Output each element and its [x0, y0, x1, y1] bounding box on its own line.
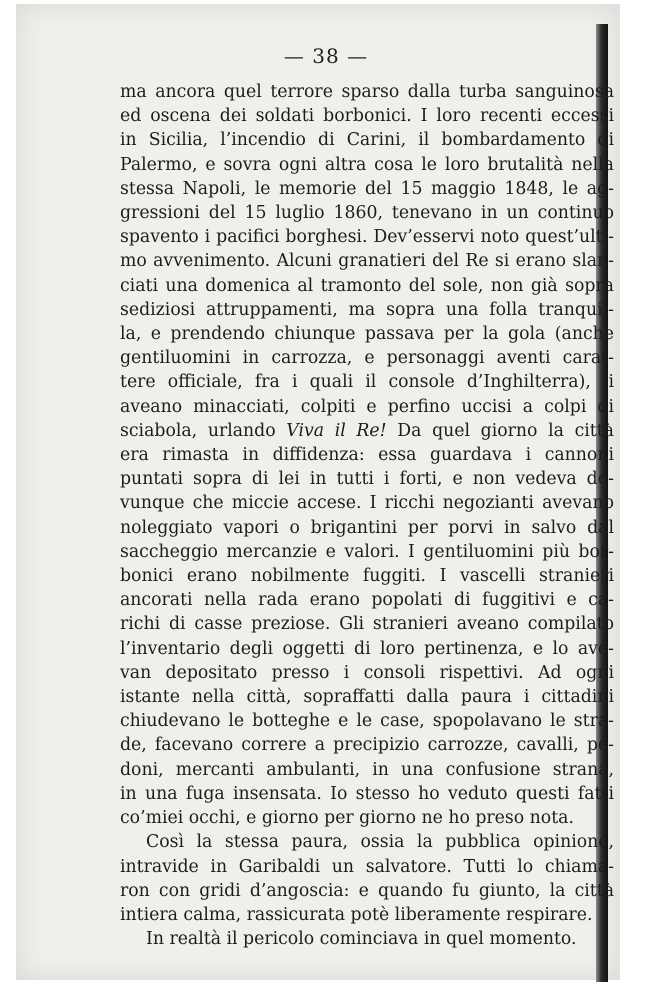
- book-page: [16, 4, 620, 980]
- text-line: bonici erano nobilmente fuggiti. I vascelli stranieri: [120, 566, 614, 587]
- text-line: chiudevano le botteghe e le case, spopolavano le stra-: [120, 711, 614, 732]
- text-line: spavento i pacifici borghesi. Dev’esservi noto quest’ulti-: [120, 227, 614, 248]
- text-line: Così la stessa paura, ossia la pubblica opinione,: [146, 832, 614, 853]
- text-line: van depositato presso i consoli rispettivi. Ad ogni: [120, 662, 614, 683]
- text-line: puntati sopra di lei in tutti i forti, e non vedeva do-: [120, 469, 614, 490]
- text-line: gressioni del 15 luglio 1860, tenevano in un continuo: [120, 203, 614, 224]
- italic-phrase: Viva il Re!: [286, 420, 387, 441]
- page-number: — 38 —: [283, 44, 369, 68]
- text-line-mixed: [120, 419, 614, 443]
- text-line: la, e prendendo chiunque passava per la gola (anche: [120, 324, 614, 345]
- text-line: doni, mercanti ambulanti, in una confusione strana,: [120, 759, 614, 780]
- text-line: saccheggio mercanzie e valori. I gentiluomini più bor-: [120, 541, 614, 562]
- text-line: stessa Napoli, le memorie del 15 maggio 1848, le ag-: [120, 178, 614, 199]
- text-line: tere officiale, fra i quali il console d’Inghilterra), li: [120, 372, 614, 393]
- text-line: sediziosi attruppamenti, ma sopra una folla tranquil-: [120, 299, 614, 320]
- text-line: de, facevano correre a precipizio carrozze, cavalli, pe-: [120, 735, 614, 756]
- text-line: In realtà il pericolo cominciava in quel momento.: [146, 929, 577, 950]
- text-line: ed oscena dei soldati borbonici. I loro recenti eccessi: [120, 106, 614, 127]
- text-line: istante nella città, sopraffatti dalla paura i cittadini: [120, 687, 614, 708]
- text-line: ancorati nella rada erano popolati di fuggitivi e ca-: [120, 590, 614, 611]
- text-line: l’inventario degli oggetti di loro pertinenza, e lo ave-: [120, 638, 614, 659]
- text-segment: Da quel giorno la città: [386, 420, 614, 441]
- text-line: vunque che miccie accese. I ricchi negozianti avevano: [120, 493, 614, 514]
- text-line: aveano minacciati, colpiti e perfino uccisi a colpi di: [120, 396, 614, 417]
- text-line: mo avvenimento. Alcuni granatieri del Re si erano slan-: [120, 251, 614, 272]
- text-line: co’miei occhi, e giorno per giorno ne ho preso nota.: [120, 808, 574, 829]
- text-line: intravide in Garibaldi un salvatore. Tutti lo chiama-: [120, 856, 614, 877]
- body-text: [120, 80, 614, 951]
- text-line: intiera calma, rassicurata potè liberamente respirare.: [120, 904, 593, 925]
- text-line: ma ancora quel terrore sparso dalla turba sanguinosa: [120, 82, 614, 102]
- text-segment: sciabola, urlando: [120, 420, 276, 441]
- text-line: richi di casse preziose. Gli stranieri aveano compilato: [120, 614, 614, 635]
- text-line: era rimasta in diffidenza: essa guardava i cannoni: [120, 445, 614, 466]
- text-line: ron con gridi d’angoscia: e quando fu giunto, la città: [120, 880, 614, 901]
- text-line: noleggiato vapori o brigantini per porvi in salvo dal: [120, 517, 614, 538]
- text-line: gentiluomini in carrozza, e personaggi aventi carat-: [120, 348, 614, 369]
- text-line: in Sicilia, l’incendio di Carini, il bombardamento di: [120, 130, 614, 151]
- text-line: Palermo, e sovra ogni altra cosa le loro brutalità nella: [120, 154, 614, 175]
- text-line: in una fuga insensata. Io stesso ho veduto questi fatti: [120, 783, 614, 804]
- text-line: ciati una domenica al tramonto del sole, non già sopra: [120, 275, 614, 296]
